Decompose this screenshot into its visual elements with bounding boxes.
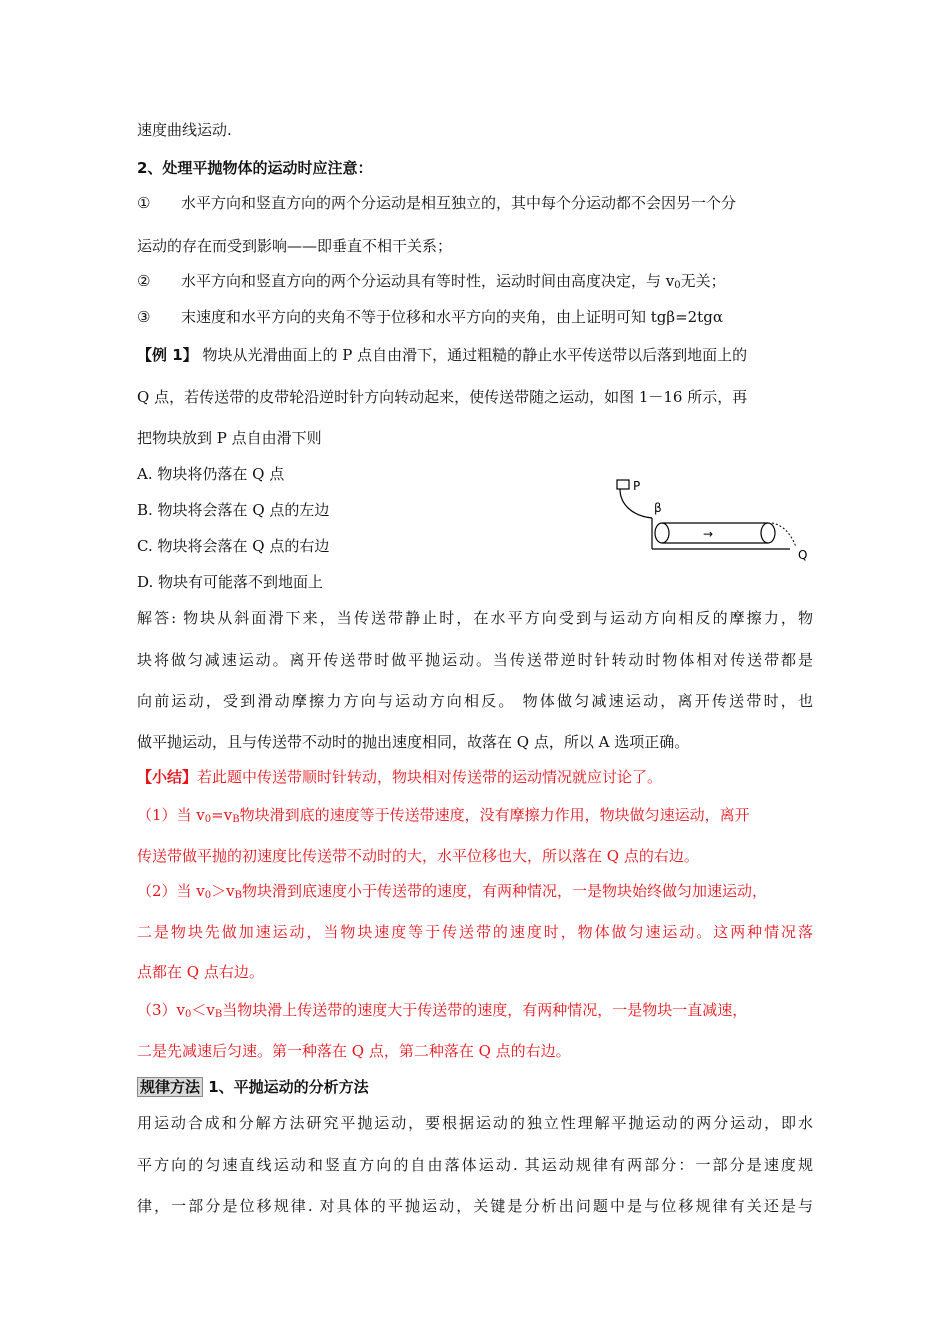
method-tag: 规律方法 <box>137 1077 203 1097</box>
list-text: 水平方向和竖直方向的两个分运动具有等时性，运动时间由高度决定，与 v <box>181 272 675 290</box>
conveyor-figure <box>600 474 820 564</box>
text-part: （2）当 v <box>137 882 205 900</box>
text-line: 块将做匀减速运动。离开传送带时做平抛运动。当传送带逆时针转动时物体相对传送带都是 <box>137 651 813 669</box>
slope-curve <box>620 489 652 518</box>
text-part: 物块滑到底的速度等于传送带速度，没有摩擦力作用，物块做匀速运动，离开 <box>239 806 750 824</box>
subscript: B <box>214 1009 223 1020</box>
example-text: 物块从光滑曲面上的 P 点自由滑下，通过粗糙的静止水平传送带以后落到地面上的 <box>197 346 748 364</box>
text-line: 做平抛运动，且与传送带不动时的抛出速度相同，故落在 Q 点，所以 A 选项正确。 <box>137 733 690 751</box>
list-text: 水平方向和竖直方向的两个分运动是相互独立的，其中每个分运动都不会因另一个分 <box>181 194 737 212</box>
block-p-icon <box>617 480 629 489</box>
text-line: 传送带做平抛的初速度比传送带不动时的大，水平位移也大，所以落在 Q 点的右边。 <box>137 847 699 865</box>
text-part: （3）v <box>137 1001 186 1019</box>
text-part: （1）当 v <box>137 806 205 824</box>
list-item-1 <box>137 193 736 213</box>
text-part: ＜v <box>191 1001 215 1019</box>
text-part: 当物块滑上传送带的速度大于传送带的速度，有两种情况，一是物块一直减速， <box>222 1001 748 1019</box>
text-line: 解答: 物块从斜面滑下来，当传送带静止时，在水平方向受到与运动方向相反的摩擦力，物 <box>137 609 813 627</box>
list-marker: ③ <box>137 308 151 326</box>
example-line <box>137 345 747 365</box>
text-part: 物块滑到底速度小于传送带的速度，有两种情况，一是物块始终做匀加速运动， <box>242 882 768 900</box>
list-item-2 <box>137 271 726 291</box>
text-line: 把物块放到 P 点自由滑下则 <box>137 429 322 447</box>
method-heading <box>137 1077 369 1097</box>
subscript: 0 <box>204 890 212 901</box>
option-b: B. 物块将会落在 Q 点的左边 <box>137 501 330 519</box>
text-part: =v <box>211 806 233 824</box>
subscript: B <box>234 890 243 901</box>
option-c: C. 物块将会落在 Q 点的右边 <box>137 537 330 555</box>
summary-text: 若此题中传送带顺时针转动，物块相对传送带的运动情况就应讨论了。 <box>197 768 663 786</box>
text-line: Q 点，若传送带的皮带轮沿逆时针方向转动起来，使传送带随之运动，如图 1－16 所示，再 <box>137 388 748 406</box>
left-pulley-icon <box>655 523 669 543</box>
text-line: 平方向的匀速直线运动和竖直方向的自由落体运动. 其运动规律有两部分：一部分是速度规 <box>137 1156 813 1174</box>
case-1 <box>137 805 750 825</box>
list-text: 末速度和水平方向的夹角不等于位移和水平方向的夹角，由上证明可知 tgβ=2tgα <box>181 308 723 326</box>
subscript: 0 <box>185 1009 192 1020</box>
text-line: 速度曲线运动. <box>137 121 232 139</box>
list-text: 无关； <box>680 272 726 290</box>
example-label: 【例 1】 <box>137 346 198 364</box>
text-line: 用运动合成和分解方法研究平抛运动，要根据运动的独立性理解平抛运动的两分运动，即水 <box>137 1114 813 1132</box>
case-3 <box>137 1000 747 1020</box>
list-marker: ① <box>137 194 151 212</box>
section-heading: 2、处理平抛物体的运动时应注意： <box>137 159 373 177</box>
text-line: 二是先减速后匀速。第一种落在 Q 点，第二种落在 Q 点的右边。 <box>137 1042 571 1060</box>
belt-direction-arrow-icon: → <box>703 527 714 541</box>
trajectory-curve <box>772 523 796 547</box>
summary-line <box>137 767 662 787</box>
label-p: P <box>633 479 641 493</box>
label-q: Q <box>798 548 808 562</box>
text-line: 律，一部分是位移规律. 对具体的平抛运动，关键是分析出问题中是与位移规律有关还是与 <box>137 1197 813 1215</box>
method-title: 1、平抛运动的分析方法 <box>203 1078 369 1096</box>
subscript: B <box>232 814 240 825</box>
right-pulley-icon <box>761 523 775 543</box>
subscript: 0 <box>674 280 681 291</box>
label-beta: β <box>654 501 662 515</box>
summary-label: 【小结】 <box>137 768 198 786</box>
option-d: D. 物块有可能落不到地面上 <box>137 573 324 591</box>
text-line: 运动的存在而受到影响——即垂直不相干关系； <box>137 237 453 255</box>
list-item-3 <box>137 307 723 327</box>
text-part: ＞v <box>211 882 235 900</box>
case-2 <box>137 881 767 901</box>
list-marker: ② <box>137 272 151 290</box>
text-line: 二是物块先做加速运动，当物块速度等于传送带的速度时，物体做匀速运动。这两种情况落 <box>137 923 813 941</box>
text-line: 向前运动，受到滑动摩擦力方向与运动方向相反。 物体做匀减速运动，离开传送带时，也 <box>137 692 813 710</box>
option-a: A. 物块将仍落在 Q 点 <box>137 465 285 483</box>
subscript: 0 <box>204 814 212 825</box>
text-line: 点都在 Q 点右边。 <box>137 963 264 981</box>
